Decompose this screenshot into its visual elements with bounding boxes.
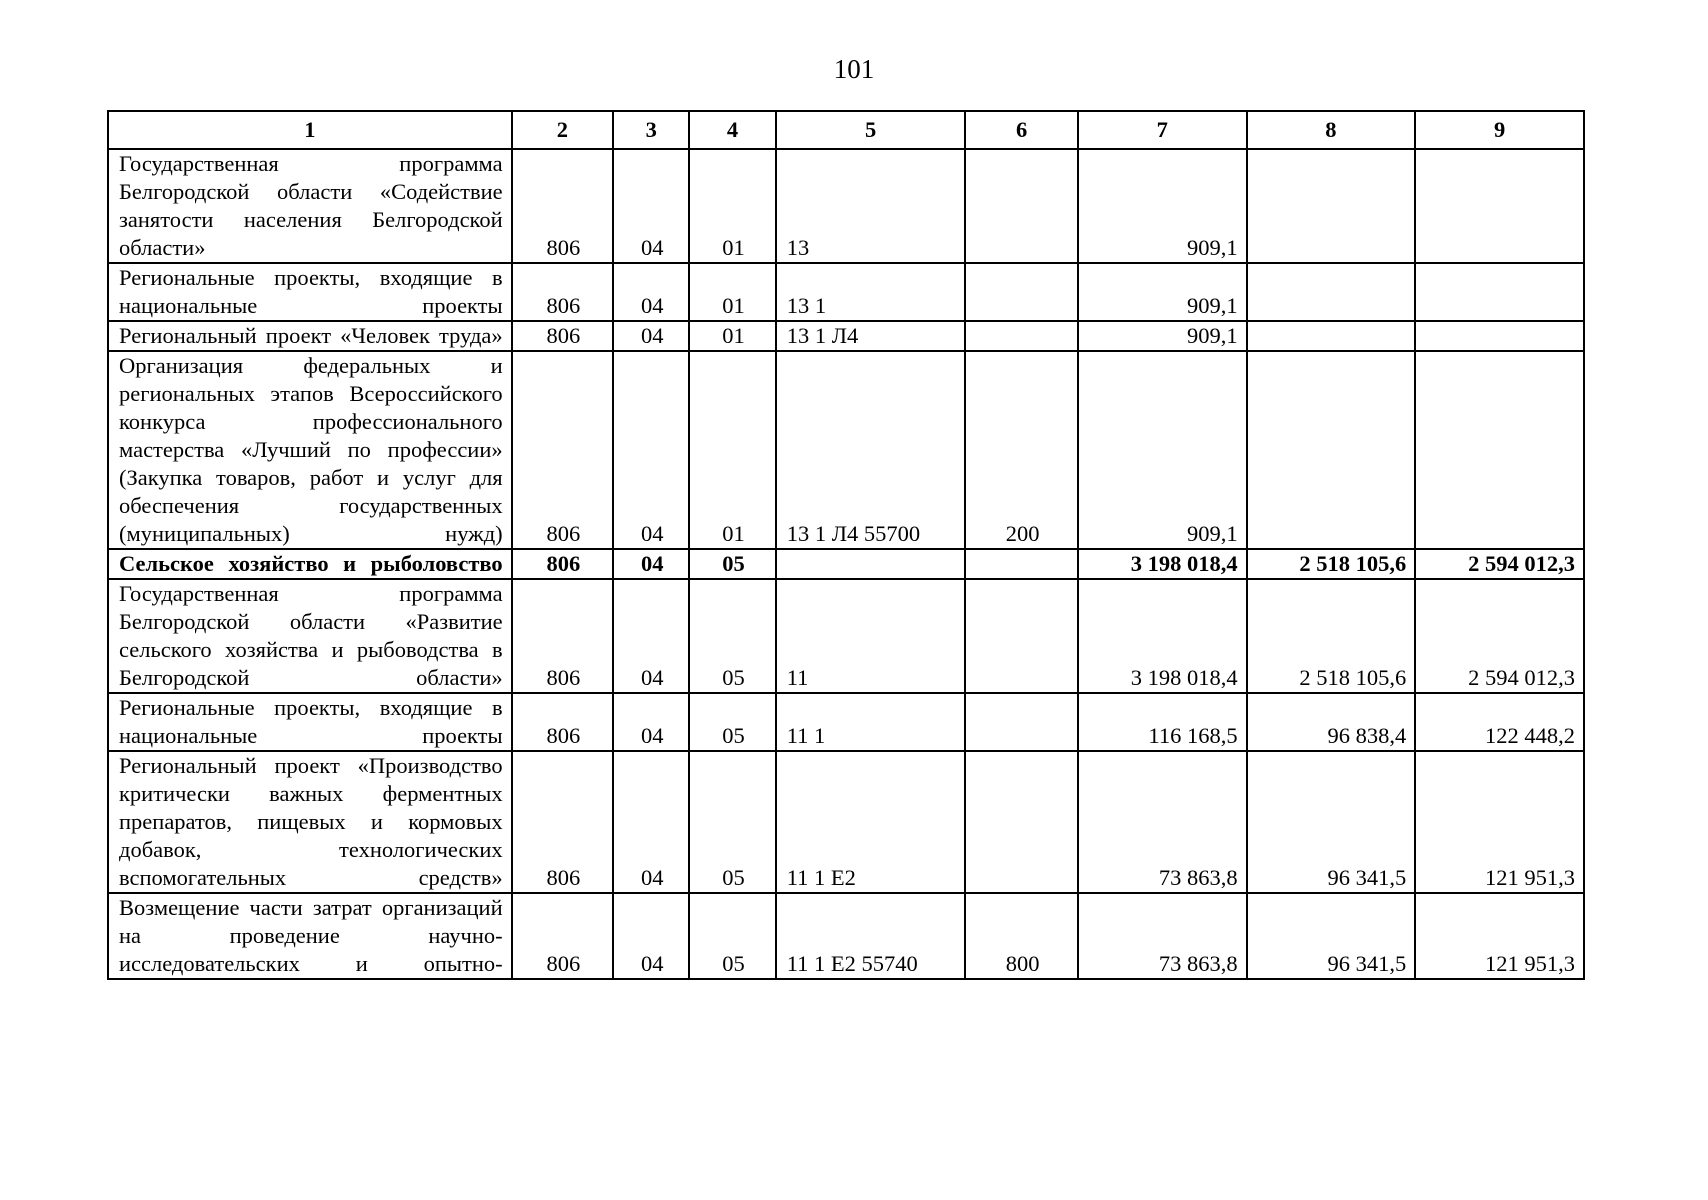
row-col-4: 05 — [689, 751, 775, 893]
row-name: Государственная программа Белгородской области «Развитие сельского хозяйства и рыбоводства в Белгородской области» — [108, 579, 512, 693]
row-name: Региональные проекты, входящие в национальные проекты — [108, 693, 512, 751]
row-col-4: 05 — [689, 893, 775, 979]
row-col-8 — [1247, 263, 1416, 321]
row-col-7: 73 863,8 — [1078, 751, 1247, 893]
row-col-5: 13 1 — [776, 263, 966, 321]
page-number: 101 — [833, 54, 875, 84]
header-cell-6: 6 — [965, 111, 1077, 149]
row-col-3: 04 — [613, 351, 689, 549]
row-col-8: 96 838,4 — [1247, 693, 1416, 751]
row-col-2: 806 — [512, 263, 613, 321]
row-col-9 — [1415, 351, 1584, 549]
header-row — [108, 111, 1584, 149]
row-col-5: 11 1 — [776, 693, 966, 751]
header-cell-3: 3 — [613, 111, 689, 149]
row-col-4: 05 — [689, 693, 775, 751]
row-col-4: 05 — [689, 549, 775, 579]
row-col-7: 909,1 — [1078, 321, 1247, 351]
row-col-9: 2 594 012,3 — [1415, 579, 1584, 693]
row-col-2: 806 — [512, 321, 613, 351]
header-cell-8: 8 — [1247, 111, 1416, 149]
row-col-6: 200 — [965, 351, 1077, 549]
row-col-6 — [965, 549, 1077, 579]
row-col-9: 121 951,3 — [1415, 751, 1584, 893]
row-col-8: 96 341,5 — [1247, 751, 1416, 893]
row-name: Сельское хозяйство и рыболовство — [108, 549, 512, 579]
row-col-6 — [965, 263, 1077, 321]
row-col-7: 909,1 — [1078, 149, 1247, 263]
row-col-7: 909,1 — [1078, 351, 1247, 549]
row-col-7: 116 168,5 — [1078, 693, 1247, 751]
row-col-6 — [965, 751, 1077, 893]
row-col-9: 121 951,3 — [1415, 893, 1584, 979]
row-col-8 — [1247, 351, 1416, 549]
row-col-3: 04 — [613, 751, 689, 893]
header-cell-5: 5 — [776, 111, 966, 149]
table-row — [108, 549, 1584, 579]
row-col-9: 2 594 012,3 — [1415, 549, 1584, 579]
row-name: Государственная программа Белгородской области «Содействие занятости населения Белгородской области» — [108, 149, 512, 263]
row-col-4: 01 — [689, 351, 775, 549]
row-col-5: 13 1 Л4 — [776, 321, 966, 351]
table-row — [108, 321, 1584, 351]
row-col-6 — [965, 149, 1077, 263]
row-col-3: 04 — [613, 321, 689, 351]
row-col-7: 3 198 018,4 — [1078, 549, 1247, 579]
row-col-5: 11 1 Е2 55740 — [776, 893, 966, 979]
row-col-6 — [965, 579, 1077, 693]
table-row — [108, 263, 1584, 321]
header-cell-2: 2 — [512, 111, 613, 149]
row-col-3: 04 — [613, 263, 689, 321]
row-col-9 — [1415, 263, 1584, 321]
budget-table — [107, 110, 1585, 980]
table-row — [108, 351, 1584, 549]
row-name: Организация федеральных и региональных этапов Всероссийского конкурса профессионального мастерства «Лучший по профессии» (Закупка товаров, работ и услуг для обеспечения государственных (муниципальных) нужд) — [108, 351, 512, 549]
row-col-2: 806 — [512, 149, 613, 263]
row-col-2: 806 — [512, 893, 613, 979]
header-cell-4: 4 — [689, 111, 775, 149]
row-col-2: 806 — [512, 351, 613, 549]
table-row — [108, 149, 1584, 263]
row-name: Региональные проекты, входящие в национальные проекты — [108, 263, 512, 321]
row-col-3: 04 — [613, 893, 689, 979]
row-col-4: 01 — [689, 149, 775, 263]
row-col-5: 13 — [776, 149, 966, 263]
row-col-6 — [965, 693, 1077, 751]
row-col-7: 73 863,8 — [1078, 893, 1247, 979]
row-col-2: 806 — [512, 579, 613, 693]
row-col-5 — [776, 549, 966, 579]
table-row — [108, 693, 1584, 751]
row-col-8 — [1247, 149, 1416, 263]
table-row — [108, 579, 1584, 693]
row-col-4: 01 — [689, 321, 775, 351]
header-cell-1: 1 — [108, 111, 512, 149]
header-cell-9: 9 — [1415, 111, 1584, 149]
row-name: Региональный проект «Производство критически важных ферментных препаратов, пищевых и кормовых добавок, технологических вспомогательных средств» — [108, 751, 512, 893]
header-cell-7: 7 — [1078, 111, 1247, 149]
table-row — [108, 751, 1584, 893]
row-col-8: 2 518 105,6 — [1247, 579, 1416, 693]
table-row — [108, 893, 1584, 979]
row-col-4: 05 — [689, 579, 775, 693]
row-col-9: 122 448,2 — [1415, 693, 1584, 751]
row-col-2: 806 — [512, 751, 613, 893]
row-col-2: 806 — [512, 549, 613, 579]
row-col-8: 2 518 105,6 — [1247, 549, 1416, 579]
row-col-7: 909,1 — [1078, 263, 1247, 321]
row-name: Региональный проект «Человек труда» — [108, 321, 512, 351]
row-col-3: 04 — [613, 579, 689, 693]
row-col-6: 800 — [965, 893, 1077, 979]
row-col-4: 01 — [689, 263, 775, 321]
row-col-3: 04 — [613, 549, 689, 579]
row-col-8 — [1247, 321, 1416, 351]
row-col-3: 04 — [613, 149, 689, 263]
row-col-5: 11 1 Е2 — [776, 751, 966, 893]
row-col-2: 806 — [512, 693, 613, 751]
row-col-3: 04 — [613, 693, 689, 751]
row-col-6 — [965, 321, 1077, 351]
row-col-9 — [1415, 321, 1584, 351]
row-col-5: 13 1 Л4 55700 — [776, 351, 966, 549]
row-col-8: 96 341,5 — [1247, 893, 1416, 979]
row-col-7: 3 198 018,4 — [1078, 579, 1247, 693]
row-col-5: 11 — [776, 579, 966, 693]
row-name: Возмещение части затрат организаций на проведение научно-исследовательских и опытно- — [108, 893, 512, 979]
row-col-9 — [1415, 149, 1584, 263]
